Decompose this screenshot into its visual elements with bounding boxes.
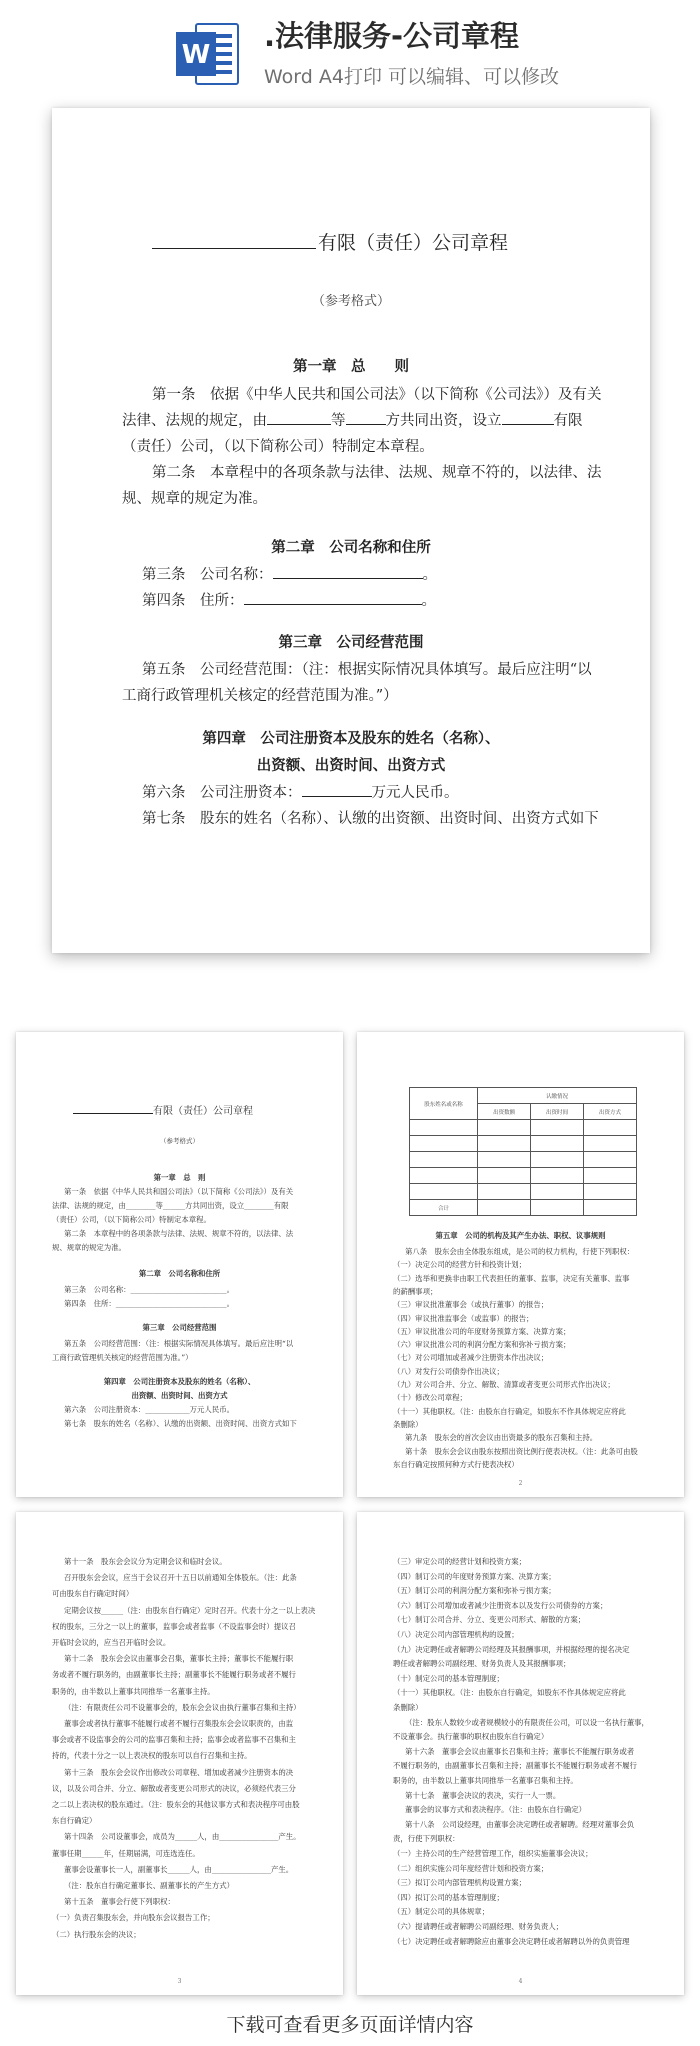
shareholder-table xyxy=(409,1087,637,1216)
thumb-line: 条删除） xyxy=(393,1703,423,1712)
thumb-line: （十）制定公司的基本管理制度； xyxy=(393,1673,504,1683)
thumb-line: 可由股东自行确定时间） xyxy=(52,1589,134,1599)
thumb-line: 第十五条 董事会行使下列职权： xyxy=(64,1897,175,1907)
table-header: 出资数额 xyxy=(478,1104,531,1120)
article-5-line-1: 第五条 公司经营范围：（注：根据实际情况具体填写。最后应注明“以 xyxy=(142,662,592,678)
thumb-line: （九）决定聘任或者解聘公司经理及其报酬事项，并根据经理的提名决定 xyxy=(393,1644,630,1654)
article-1-line-3: （责任）公司，（以下简称公司）特制定本章程。 xyxy=(122,439,434,455)
article-2-line-1: 第二条 本章程中的各项条款与法律、法规、规章不符的，以法律、法 xyxy=(152,465,602,481)
chapter-3-title: 第三章 公司经营范围 xyxy=(278,634,424,651)
doc-title: 有限（责任）公司章程 xyxy=(152,228,508,255)
thumb-line: 第十三条 股东会会议作出修改公司章程、增加或者减少注册资本的决 xyxy=(64,1767,294,1777)
article-7: 第七条 股东的姓名（名称）、认缴的出资额、出资时间、出资方式如下 xyxy=(142,811,599,827)
page-thumbnail-2 xyxy=(357,1032,684,1497)
thumb-line: （五）制定公司的具体规章； xyxy=(393,1907,490,1917)
article-2-line-2: 规、规章的规定为准。 xyxy=(122,491,267,507)
header xyxy=(0,0,700,100)
article-4: 第四条 住所： 。 xyxy=(142,593,436,609)
thumb-line: （二）执行股东会的决议； xyxy=(52,1929,141,1939)
thumb-line: （四）拟订公司的基本管理制度； xyxy=(393,1892,504,1902)
thumb-line: （十一）其他职权。（注：由股东自行确定，如股东不作具体规定应将此 xyxy=(393,1688,626,1698)
thumb-line: 第十八条 公司设经理，由董事会决定聘任或者解聘。经理对董事会负 xyxy=(405,1819,635,1829)
table-header: 出资方式 xyxy=(584,1104,637,1120)
thumb-line: 第八条 股东会由全体股东组成，是公司的权力机构，行使下列职权： xyxy=(405,1247,635,1256)
page-title: .法律服务-公司章程 xyxy=(264,19,520,53)
thumb-chapter-4b: 出资额、出资时间、出资方式 xyxy=(131,1391,228,1400)
thumb-line: （五）审议批准公司的年度财务预算方案、决算方案； xyxy=(393,1326,571,1336)
table-header: 股东姓名或名称 xyxy=(410,1088,478,1120)
thumb-line: （六）审议批准公司的利润分配方案和弥补亏损方案； xyxy=(393,1340,571,1350)
thumb-line: 董事会的议事方式和表决程序。（注：由股东自行确定） xyxy=(405,1805,587,1815)
word-document-icon xyxy=(174,20,242,88)
thumb-chapter-5: 第五章 公司的机构及其产生办法、职权、议事规则 xyxy=(435,1231,606,1240)
thumb-line: 持的，代表十分之一以上表决权的股东可以自行召集和主持。 xyxy=(52,1751,252,1761)
table-row xyxy=(410,1120,637,1136)
thumb-line: （七）决定聘任或者解聘除应由董事会决定聘任或者解聘以外的负责管理 xyxy=(393,1936,630,1946)
thumb-line: （十一）其他职权。（注：由股东自行确定，如股东不作具体规定应将此 xyxy=(393,1406,626,1416)
thumb-line: （一）主持公司的生产经营管理工作，组织实施董事会决议； xyxy=(393,1849,593,1858)
page-number: 3 xyxy=(177,1978,182,1985)
thumb-line: 第十二条 股东会会议由董事会召集，董事长主持；董事长不能履行职 xyxy=(64,1654,294,1664)
thumb-line: （七）对公司增加或者减少注册资本作出决议； xyxy=(393,1353,549,1363)
thumb-line: 议，以及公司合并、分立、解散或者变更公司形式的决议，必须经代表三分 xyxy=(52,1783,296,1793)
thumb-line: 聘任或者解聘公司副经理、财务负责人及其报酬事项； xyxy=(393,1659,571,1669)
thumb-line: 第四条 住所：______________________________。 xyxy=(64,1299,234,1308)
page-thumbnail-4 xyxy=(357,1512,684,1995)
thumb-line: 职务的，由半数以上董事共同推举一名董事主持。 xyxy=(52,1686,215,1696)
thumb-line: （九）对公司合并、分立、解散、清算或者变更公司形式作出决议； xyxy=(393,1380,615,1389)
thumb-line: 第一条 依据《中华人民共和国公司法》（以下简称《公司法》）及有关 xyxy=(64,1187,294,1196)
thumb-line: 第七条 股东的姓名（名称）、认缴的出资额、出资时间、出资方式如下 xyxy=(64,1419,297,1428)
article-1-line-1: 第一条 依据《中华人民共和国公司法》（以下简称《公司法》）及有关 xyxy=(152,387,602,403)
page-number: 2 xyxy=(518,1480,523,1487)
article-1-line-2: 法律、法规的规定，由 等 方共同出资，设立 有限 xyxy=(122,413,583,429)
table-row xyxy=(410,1136,637,1152)
page-thumbnail-3 xyxy=(16,1512,343,1995)
thumb-chapter-4a: 第四章 公司注册资本及股东的姓名（名称）、 xyxy=(103,1377,256,1386)
thumb-line: 定期会议按______（注：由股东自行确定）定时召开。代表十分之一以上表决 xyxy=(64,1605,316,1615)
article-6: 第六条 公司注册资本： 万元人民币。 xyxy=(142,785,459,801)
thumb-line: 法律、法规的规定，由________等______方共同出资，设立________有限 xyxy=(52,1201,289,1210)
article-3: 第三条 公司名称： 。 xyxy=(142,567,437,583)
thumb-line: 务或者不履行职务的，由副董事长主持；副董事长不能履行职务或者不履行 xyxy=(52,1670,296,1680)
thumb-line: 董事任期______年，任期届满，可连选连任。 xyxy=(52,1848,200,1858)
thumb-chapter-1: 第一章 总 则 xyxy=(153,1173,206,1182)
thumb-line: （十）修改公司章程； xyxy=(393,1393,467,1403)
thumb-line: 第十六条 董事会会议由董事长召集和主持；董事长不能履行职务或者 xyxy=(405,1746,635,1756)
thumb-line: 东自行确定按照何种方式行使表决权） xyxy=(393,1459,519,1469)
company-name-blank xyxy=(152,248,316,249)
thumb-line: （注：股东人数较少或者规模较小的有限责任公司，可以设一名执行董事， xyxy=(405,1717,649,1727)
thumb-line: （二）组织实施公司年度经营计划和投资方案； xyxy=(393,1863,549,1873)
chapter-4-title-line-1: 第四章 公司注册资本及股东的姓名（名称）、 xyxy=(202,730,500,747)
thumb-line: （一）决定公司的经营方针和投资计划； xyxy=(393,1260,527,1270)
thumb-line: 第二条 本章程中的各项条款与法律、法规、规章不符的，以法律、法 xyxy=(64,1229,294,1238)
thumb-line: （责任）公司，（以下简称公司）特制定本章程。 xyxy=(52,1215,211,1224)
thumb-line: 第十七条 董事会决议的表决，实行一人一票。 xyxy=(405,1790,561,1800)
thumb-chapter-2: 第二章 公司名称和住所 xyxy=(138,1269,221,1278)
thumb-line: （一）负责召集股东会，并向股东会议报告工作； xyxy=(52,1913,215,1923)
table-total: 合计 xyxy=(410,1200,478,1216)
table-row xyxy=(410,1200,637,1216)
thumb-doc-title: 有限（责任）公司章程 xyxy=(73,1102,253,1117)
thumb-line: 董事会设董事长一人，副董事长______人，由________________产生。 xyxy=(64,1864,294,1874)
thumb-line: （三）审议批准董事会（或执行董事）的报告； xyxy=(393,1300,549,1310)
chapter-4-title-line-2: 出资额、出资时间、出资方式 xyxy=(256,757,446,774)
table-header: 出资时间 xyxy=(531,1104,584,1120)
thumb-line: （注：有限责任公司不设董事会的，股东会会议由执行董事召集和主持） xyxy=(64,1702,301,1712)
thumb-line: 第六条 公司注册资本：____________万元人民币。 xyxy=(64,1405,234,1414)
thumb-line: 不设董事会。执行董事的职权由股东自行确定） xyxy=(393,1732,549,1742)
thumb-line: 权的股东，三分之一以上的董事，监事会或者监事（不设监事会时）提议召 xyxy=(52,1621,296,1631)
thumb-line: 第十四条 公司设董事会，成员为______人，由________________产生。 xyxy=(64,1832,301,1842)
thumb-line: 工商行政管理机关核定的经营范围为准。”） xyxy=(52,1353,193,1362)
page-number: 4 xyxy=(518,1978,523,1985)
thumb-line: 的薪酬事项； xyxy=(393,1286,438,1296)
table-row xyxy=(410,1168,637,1184)
table-header: 认缴情况 xyxy=(478,1088,637,1104)
thumb-line: 职务的，由半数以上董事共同推举一名董事召集和主持。 xyxy=(393,1776,578,1785)
thumb-line: （注：股东自行确定董事长、副董事长的产生方式） xyxy=(64,1881,234,1890)
thumb-line: 不履行职务的，由副董事长召集和主持；副董事长不能履行职务或者不履行 xyxy=(393,1761,637,1771)
thumb-line: 第五条 公司经营范围：（注：根据实际情况具体填写。最后应注明“以 xyxy=(64,1339,294,1348)
thumb-line: 东自行确定） xyxy=(52,1816,97,1826)
thumb-line: 董事会或者执行董事不能履行或者不履行召集股东会会议职责的，由监 xyxy=(64,1719,294,1728)
thumb-line: 第十条 股东会会议由股东按照出资比例行使表决权。（注：此条可由股 xyxy=(405,1446,638,1456)
thumb-line: （四）审议批准监事会（或监事）的报告； xyxy=(393,1313,534,1323)
page-thumbnail-1 xyxy=(16,1032,343,1497)
thumb-line: （六）制订公司增加或者减少注册资本以及发行公司债券的方案； xyxy=(393,1600,608,1610)
thumb-line: 之二以上表决权的股东通过。（注：股东会的其他议事方式和表决程序可由股 xyxy=(52,1800,300,1809)
page-subtitle: Word A4打印 可以编辑、可以修改 xyxy=(264,66,560,88)
svg-text:W: W xyxy=(181,40,211,70)
table-row xyxy=(410,1152,637,1168)
thumb-line: 第十一条 股东会会议分为定期会议和临时会议。 xyxy=(64,1557,227,1566)
chapter-1-title: 第一章 总 则 xyxy=(293,358,409,375)
thumb-line: （七）制订公司合并、分立、变更公司形式、解散的方案； xyxy=(393,1615,586,1625)
thumb-line: 开临时会议的，应当召开临时会议。 xyxy=(52,1638,171,1647)
thumb-line: （八）对发行公司债券作出决议； xyxy=(393,1366,504,1376)
thumb-line: 条删除） xyxy=(393,1419,423,1429)
thumb-line: 责，行使下列职权： xyxy=(393,1834,460,1844)
thumb-line: 事会或者不设监事会的公司的监事召集和主持；监事会或者监事不召集和主 xyxy=(52,1735,296,1745)
thumb-chapter-3: 第三章 公司经营范围 xyxy=(142,1323,217,1332)
thumb-line: 第三条 公司名称：__________________________。 xyxy=(64,1285,234,1294)
thumb-line: （二）选举和更换非由职工代表担任的董事、监事，决定有关董事、监事 xyxy=(393,1273,630,1283)
thumb-line: （六）提请聘任或者解聘公司副经理、财务负责人； xyxy=(393,1922,563,1931)
article-5-line-2: 工商行政管理机关核定的经营范围为准。”） xyxy=(122,688,398,704)
thumb-line: （三）拟订公司内部管理机构设置方案； xyxy=(393,1878,527,1888)
thumb-line: （三）审定公司的经营计划和投资方案； xyxy=(393,1557,527,1566)
thumb-line: （五）制订公司的利润分配方案和弥补亏损方案； xyxy=(393,1586,556,1596)
document-page-preview xyxy=(52,108,650,953)
thumb-line: 召开股东会会议，应当于会议召开十五日以前通知全体股东。（注：此条 xyxy=(64,1573,297,1583)
footer-hint: 下载可查看更多页面详情内容 xyxy=(226,2014,474,2036)
chapter-2-title: 第二章 公司名称和住所 xyxy=(271,539,431,556)
thumb-line: （四）制订公司的年度财务预算方案、决算方案； xyxy=(393,1571,556,1581)
doc-subtitle: （参考格式） xyxy=(311,294,390,309)
table-row xyxy=(410,1184,637,1200)
thumb-doc-subtitle: （参考格式） xyxy=(160,1137,199,1145)
thumb-line: 规、规章的规定为准。 xyxy=(52,1243,126,1252)
thumb-line: 第九条 股东会的首次会议由出资最多的股东召集和主持。 xyxy=(405,1433,598,1443)
thumb-line: （八）决定公司内部管理机构的设置； xyxy=(393,1630,519,1639)
